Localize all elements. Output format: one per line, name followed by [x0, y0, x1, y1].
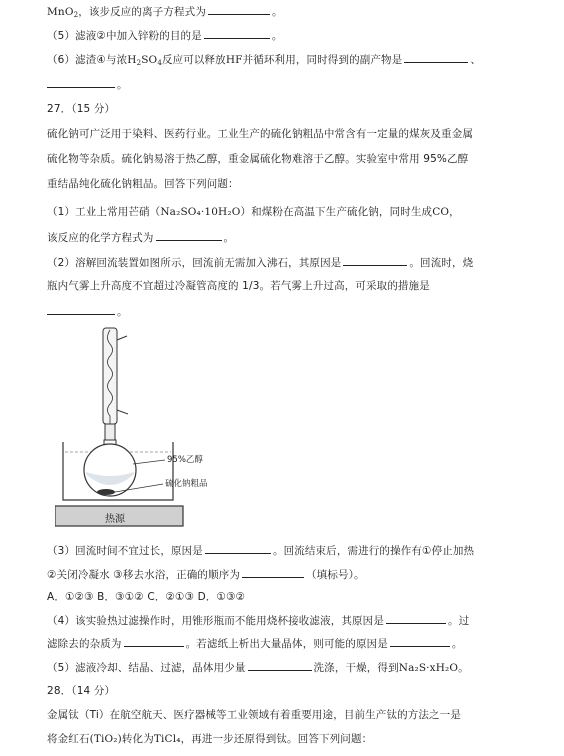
mno2-formula: MnO$_2$ [47, 6, 79, 19]
line-mno2: MnO$_2$，该步反应的离子方程式为 。 [47, 3, 552, 20]
question-2-line-3: 。 [47, 303, 552, 320]
question-4-line-2: 滤除去的杂质为 。若滤纸上析出大量晶体，则可能的原因是 。 [47, 635, 552, 652]
answer-blank[interactable] [124, 635, 184, 647]
crude-label: 硫化钠粗品 [165, 479, 208, 489]
question-4-line: （4）该实验热过滤操作时，用锥形瓶而不能用烧杯接收滤液，其原因是 。过 [47, 612, 552, 629]
question-3-line: （3）回流时间不宜过长，原因是 。回流结束后，需进行的操作有①停止加热 [47, 542, 552, 559]
question-3-options: A．①②③ B．③①② C．②①③ D．①③② [47, 591, 246, 603]
question-3-line-2: ②关闭冷凝水 ③移去水浴，正确的顺序为 （填标号）。 [47, 566, 552, 583]
answer-blank[interactable] [208, 3, 270, 15]
answer-blank[interactable] [156, 229, 222, 241]
question-2-line-2: 瓶内气雾上升高度不宜超过冷凝管高度的 1/3。若气雾上升过高，可采取的措施是 [47, 280, 430, 292]
question-6-line: （6）滤渣④与浓$H_2SO_4$反应可以释放HF并循环利用，同时得到的副产物是 、 [47, 51, 552, 68]
ethanol-leader [133, 460, 165, 464]
paragraph-line-2: 硫化物等杂质。硫化钠易溶于热乙醇，重金属硫化物难溶于乙醇。实验室中常用 95%乙醇 [47, 153, 469, 165]
paragraph-line-1: 硫化钠可广泛用于染料、医药行业。工业生产的硫化钠粗品中常含有一定量的煤灰及重金属 [47, 128, 473, 140]
hydrate-formula: Na₂S·xH₂O [398, 662, 459, 674]
question-5-text: （5）滤液②中加入锌粉的目的是 [47, 30, 202, 42]
question-5b-line: （5）滤液冷却、结晶、过滤，晶体用少量 洗涤，干燥，得到Na₂S·xH₂O。 [47, 659, 552, 676]
answer-blank[interactable] [204, 27, 270, 39]
answer-blank[interactable] [47, 76, 115, 88]
answer-blank[interactable] [47, 303, 115, 315]
answer-blank[interactable] [248, 659, 312, 671]
answer-blank[interactable] [242, 566, 304, 578]
round-bottom-flask [84, 444, 136, 496]
ethanol-label: 95%乙醇 [167, 455, 203, 465]
answer-blank[interactable] [390, 635, 450, 647]
question-6-continuation: 。 [47, 76, 552, 93]
question-28-heading: 28．（14 分） [47, 685, 116, 697]
paragraph-line-3: 重结晶纯化硫化钠粗品。回答下列问题： [47, 178, 239, 190]
question-2-line: （2）溶解回流装置如图所示，回流前无需加入沸石，其原因是 。回流时，烧 [47, 254, 552, 271]
question-1-line: （1）工业上常用芒硝（Na₂SO₄·10H₂O）和煤粉在高温下生产硫化钠，同时生成CO， [47, 206, 460, 218]
answer-blank[interactable] [205, 542, 271, 554]
ground-joint [105, 424, 115, 440]
h2so4-formula: $H_2SO_4$ [127, 54, 162, 67]
water-outlet [117, 336, 127, 340]
answer-blank[interactable] [386, 612, 446, 624]
question-27-heading: 27．（15 分） [47, 103, 116, 115]
answer-blank[interactable] [404, 51, 468, 63]
answer-blank[interactable] [343, 254, 407, 266]
mirabilite-formula: Na₂SO₄·10H₂O [160, 206, 241, 218]
condenser-jacket [103, 328, 117, 424]
question-5-line: （5）滤液②中加入锌粉的目的是 。 [47, 27, 552, 44]
water-inlet [117, 410, 128, 414]
crude-sodium-sulfide [97, 489, 115, 495]
ionic-equation-prompt: ，该步反应的离子方程式为 [78, 6, 206, 18]
q28-paragraph-line-2: 将金红石(TiO₂)转化为TiCl₄，再进一步还原得到钛。回答下列问题： [47, 733, 373, 745]
question-1-line-2: 该反应的化学方程式为 。 [47, 229, 552, 246]
reflux-apparatus-figure [55, 324, 210, 529]
reflux-apparatus-diagram [55, 324, 210, 529]
heat-source-label: 热源 [105, 514, 125, 525]
q28-paragraph-line-1: 金属钛（Ti）在航空航天、医疗器械等工业领域有着重要用途，目前生产钛的方法之一是 [47, 709, 462, 721]
